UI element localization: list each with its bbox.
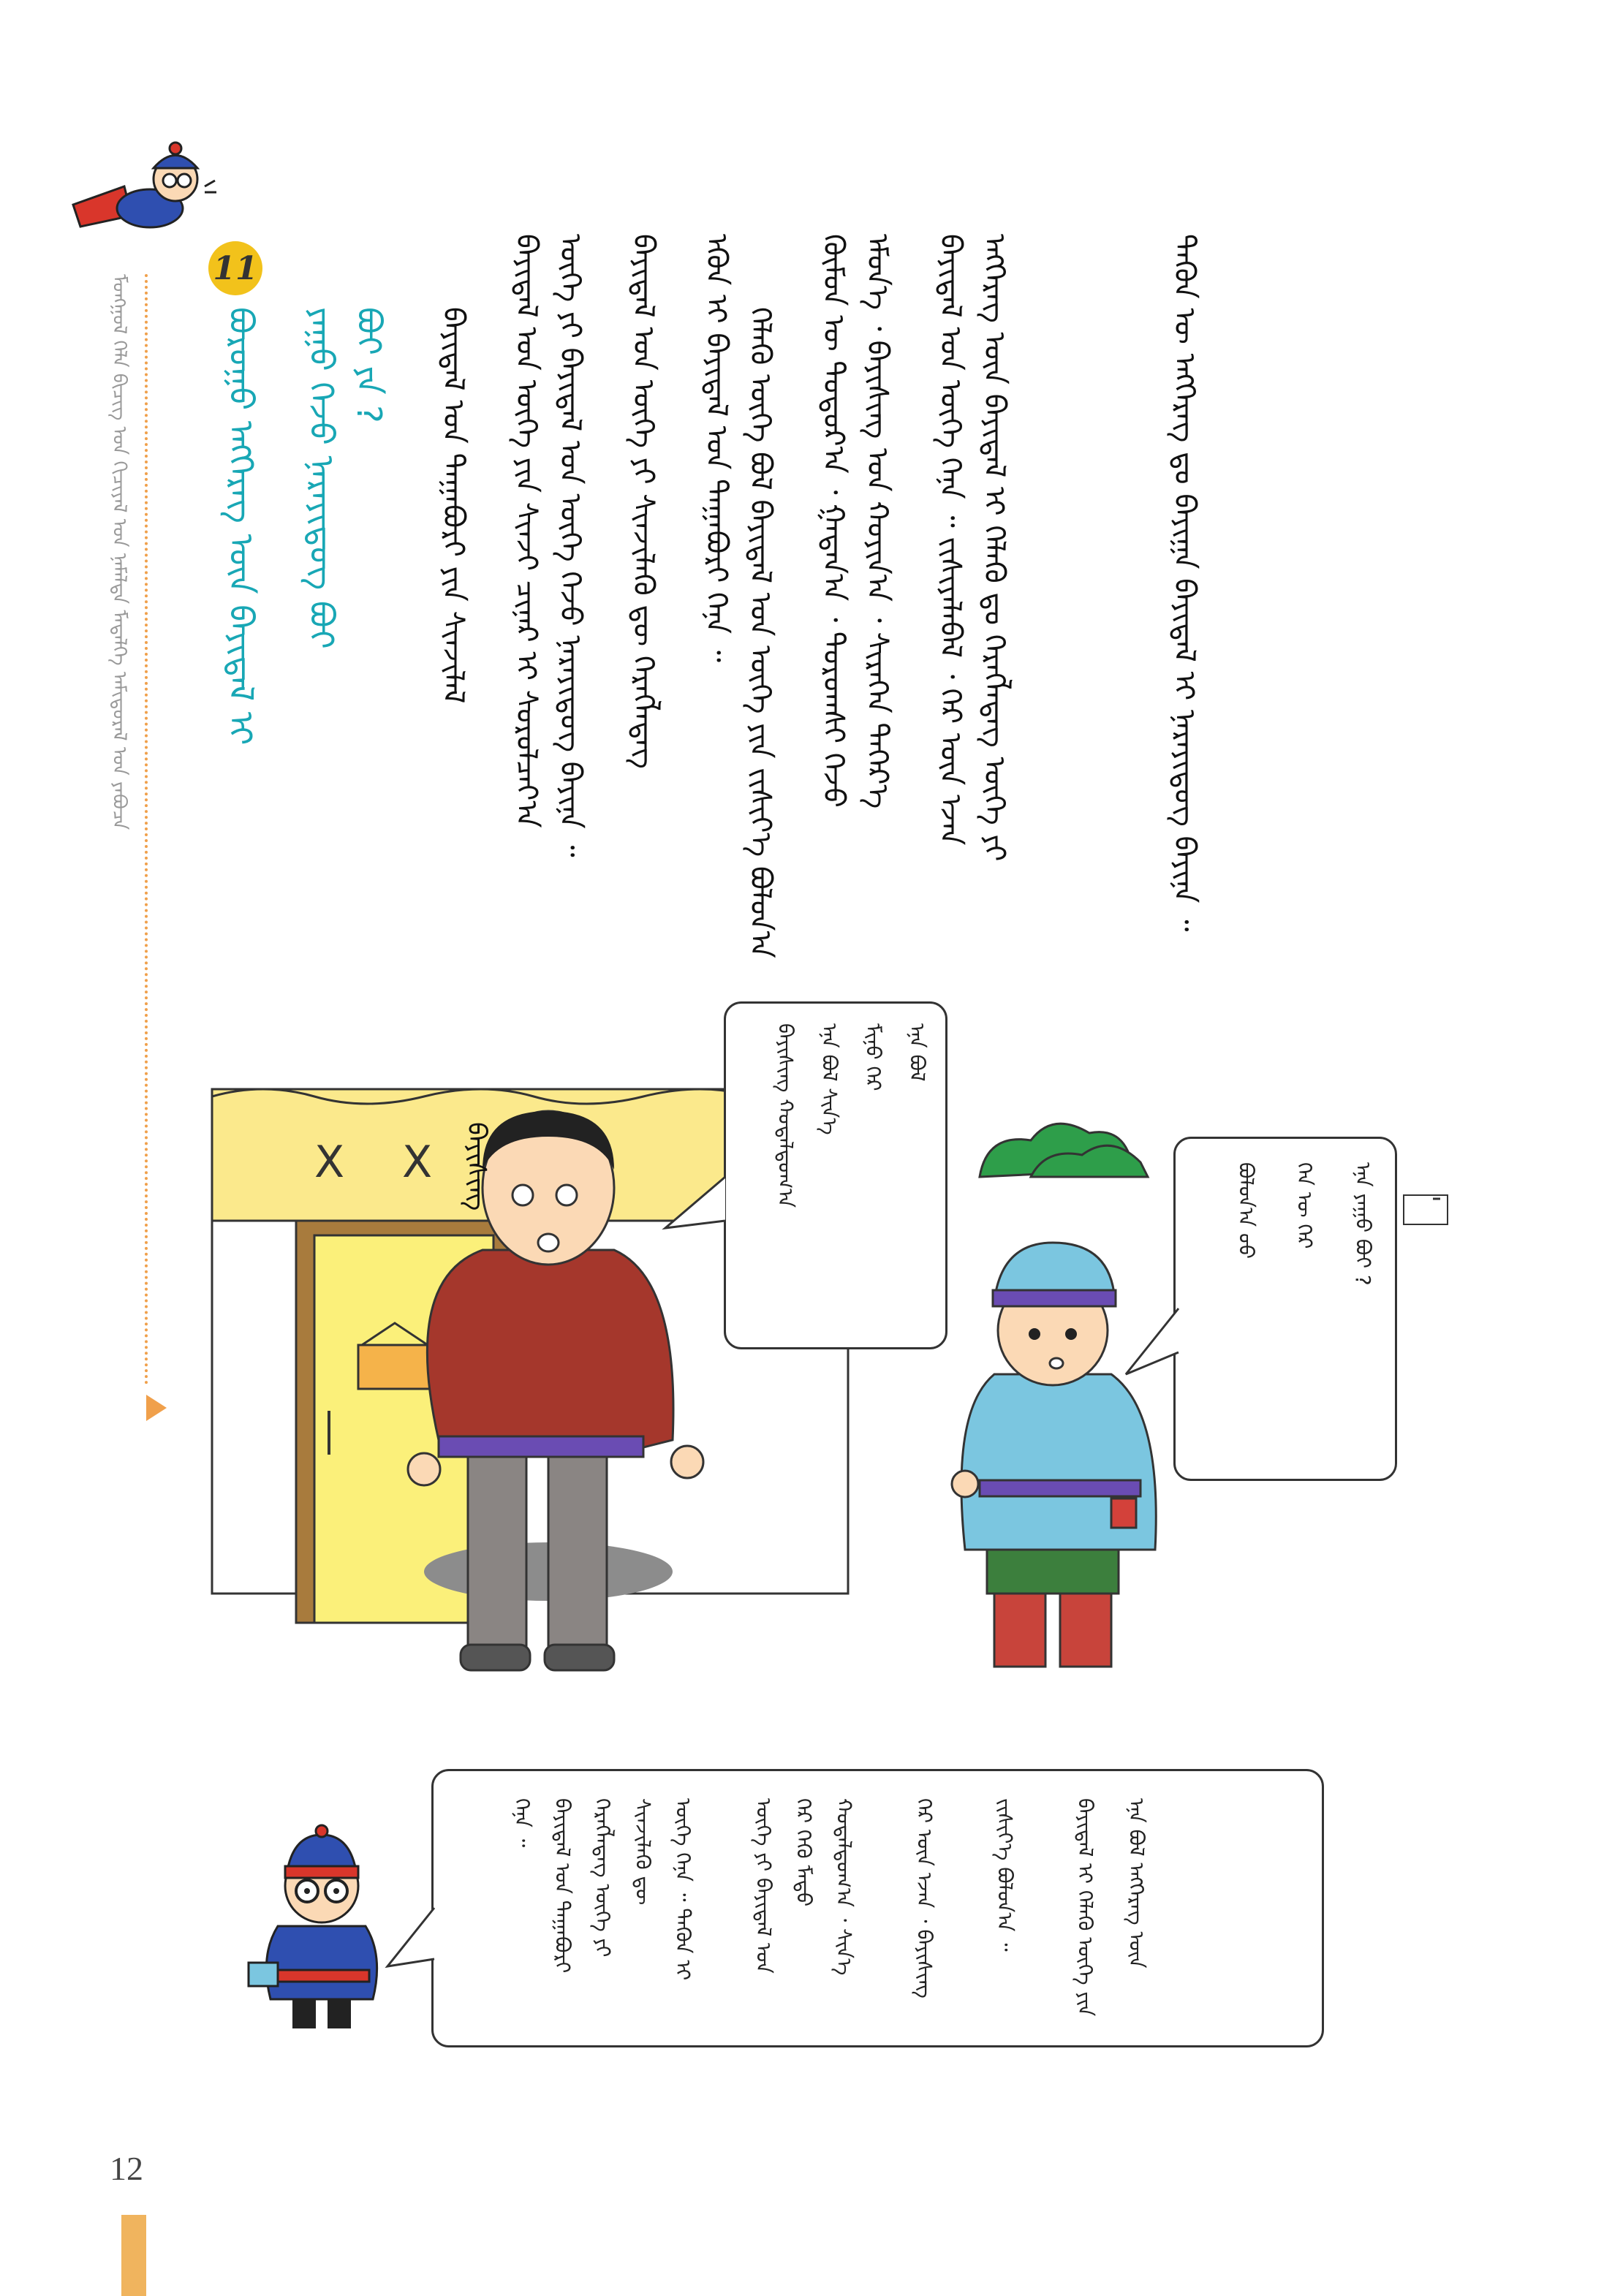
explanation-line-10: ᠬᠡᠷᠡᠭᠯᠡᠳᠡᠭ ᠦᠭᠡ ᠶᠢ (591, 1798, 615, 1958)
explanation-line-8: ᠦᠭᠡ ᠭᠡᠨᠡ ᠃ ᠲᠡᠭᠦᠨ ᠢ (671, 1798, 695, 1981)
flying-boy-mascot (58, 135, 219, 259)
body-line-9: ᠦᠭᠡ ᠶᠢ ᠪᠠᠶᠢᠳᠠᠯ ᠤᠨ ᠦᠭᠡ ᠭᠡᠵᠦ ᠨᠡᠷᠡᠶᠢᠳᠦᠭ ᠪᠠᠶᠢᠨᠠ ᠃ (553, 234, 587, 857)
explanation-line-1: ᠡᠨᠡ ᠪᠣᠯ ᠡᠩᠭᠡᠷᠡᠭ ᠦᠨ (1124, 1798, 1149, 1969)
body-line-2: ᠡᠩᠭᠡᠷᠡᠭ ᠦᠨ ᠪᠠᠶᠢᠳᠠᠯ ᠢ ᠬᠡᠯᠡᠬᠦ ᠳᠤ ᠬᠡᠷᠡᠭᠯᠡᠳᠡᠭ ᠦᠭᠡ ᠶᠢ (977, 234, 1011, 862)
svg-text:X: X (402, 1137, 433, 1188)
explanation-line-4: ᠭᠡᠷ ᠦᠨ ᠡᠵᠡᠨ ᠂ ᠪᠠᠶᠢᠰᠢᠩ (912, 1798, 937, 1998)
explanation-line-5: ᠬᠤᠳᠠᠯᠳᠤᠭ᠎ᠠ ᠂ ᠰᠢᠨ᠎ᠡ (832, 1798, 856, 1976)
explanation-line-9: ᠰᠢᠨᠵᠢᠯᠡᠬᠦ ᠳᠦ (631, 1798, 655, 1906)
bubble-man-line-1: ᠡᠨᠡ ᠪᠣᠯ (905, 1023, 929, 1082)
explanation-line-2: ᠪᠠᠶᠢᠳᠠᠯ ᠢ ᠬᠡᠯᠡᠬᠦ ᠦᠭᠡ ᠶᠢᠨ (1073, 1798, 1097, 2017)
body-line-10: ᠪᠠᠶᠢᠳᠠᠯ ᠤᠨ ᠦᠭᠡ ᠶᠢᠨ ᠰᠢᠨᠵᠢ ᠴᠢᠨᠠᠷ ᠢ ᠰᠤᠷᠤᠯᠴᠠᠶ᠎ᠠ (510, 234, 543, 828)
running-head: ᠮᠣᠩᠭᠣᠯ ᠬᠡᠯᠡ ᠪᠢᠴᠢᠭ ᠤᠨ ᠬᠢᠴᠢᠶᠡᠯ ᠤᠨ ᠨᠡᠮᠡᠯᠲᠡ ᠮᠡᠳᠡᠯᠭᠡ ᠠᠮᠢᠳᠤᠷᠠᠯ ᠤᠨ ᠶᠠᠪᠤᠴᠠ (108, 274, 130, 830)
margin-arrow-icon (146, 1395, 167, 1421)
question-number-badge: 11 (208, 241, 262, 295)
bubble-boy-line-1: ᠡᠨᠡ ᠶᠠᠭᠤ ᠪᠤᠢ ? (1351, 1162, 1375, 1286)
body-line-1: ᠲᠡᠭᠦᠨ ᠦ ᠡᠩᠭᠡᠷᠡᠭ ᠳᠤ ᠪᠠᠶᠢᠭᠠ ᠪᠠᠶᠢᠳᠠᠯ ᠢ ᠨᠡᠷᠡᠶᠢᠳᠦᠭ ᠪᠠᠶᠢᠨᠠ ᠃ (1168, 234, 1201, 932)
question-line-2: ᠶᠠᠭᠤ ᠭᠡᠵᠦ ᠨᠡᠷᠡᠶᠢᠳᠦᠭ ᠪᠤᠢ (302, 307, 341, 649)
bubble-boy-line-3: ᠪᠣᠯᠣᠨ᠎ᠠ ᠤᠤ (1234, 1162, 1258, 1259)
body-line-6: ᠬᠡᠯᠡᠬᠦ ᠦᠭᠡ ᠪᠤᠯ ᠪᠠᠶᠢᠳᠠᠯ ᠤᠨ ᠦᠭᠡ ᠶᠢᠨ ᠵᠢᠱᠢᠶ᠎ᠡ ᠪᠣᠯᠣᠨ᠎ᠠ (744, 307, 777, 958)
question-line-3: ᠪᠤᠢ ᠶᠠ ? (349, 307, 389, 423)
bubble-man-line-4: ᠪᠠᠶᠢᠰᠢᠩ ᠬᠤᠳᠠᠯᠳᠤᠭ᠎ᠠ (773, 1023, 798, 1208)
explanation-line-11: ᠪᠠᠶᠢᠳᠠᠯ ᠤᠨ ᠳᠠᠭᠠᠪᠤᠷᠢ (551, 1798, 575, 1974)
page-number-bar (121, 2215, 146, 2296)
body-line-7: ᠡᠭᠦᠨ ᠢ ᠪᠠᠶᠢᠳᠠᠯ ᠤᠨ ᠳᠠᠭᠠᠪᠤᠷᠢ ᠭᠡᠨᠡ ᠃ (700, 234, 733, 663)
explanation-line-12: ᠭᠡᠨᠡ ᠃ (510, 1798, 534, 1848)
svg-text:X: X (314, 1137, 345, 1188)
bubble-boy-line-2: ᠬᠡᠨ ᠦ ᠭᠡᠷ (1293, 1162, 1317, 1249)
body-line-3: ᠪᠠᠶᠢᠳᠠᠯ ᠤᠨ ᠦᠭᠡ ᠭᠡᠨᠡ ᠃ ᠵᠢᠱᠢᠶᠡᠯᠡᠪᠡᠯ ᠂ ᠭᠡᠷ ᠦᠨ ᠡᠵᠡᠨ (934, 234, 967, 846)
glasses-boy-character (249, 1824, 395, 2036)
bubble-man-line-2: ᠮᠢᠨᠦ ᠭᠡᠷ (861, 1023, 885, 1091)
bubble-tail-boy (1119, 1301, 1184, 1389)
page-number: 12 (110, 2150, 143, 2187)
body-line-11: ᠪᠠᠶᠢᠳᠠᠯ ᠤᠨ ᠳᠠᠭᠠᠪᠤᠷᠢ ᠶᠢᠨ ᠰᠢᠨᠵᠢᠯᠡᠯ (436, 307, 470, 704)
question-line-1: ᠪᠤᠷᠤᠭᠤ ᠡᠩᠭᠡᠷᠡᠭ ᠦᠨ ᠪᠠᠶᠢᠳᠠᠯ ᠢ (222, 307, 261, 746)
explanation-line-6: ᠭᠡᠷ ᠭᠡᠬᠦ ᠮᠡᠲᠦ (792, 1798, 816, 1907)
bubble-tail-man (658, 1170, 731, 1257)
bubble-man-line-3: ᠡᠨᠡ ᠪᠣᠯ ᠰᠢᠨ᠎ᠡ (817, 1023, 841, 1135)
shop-sign-text: ᠪᠠᠶᠢᠰᠢᠩ (461, 1122, 491, 1211)
body-line-5: ᠬᠦᠮᠦᠨ ᠦ ᠳᠣᠲᠣᠷ᠎ᠠ ᠂ ᠭᠠᠳᠠᠨ᠎ᠠ ᠂ ᠳᠣᠷᠣᠭᠰᠢ ᠭᠡᠵᠦ (817, 234, 850, 808)
margin-dotted-line (145, 274, 148, 1385)
body-line-8: ᠪᠠᠶᠢᠳᠠᠯ ᠤᠨ ᠦᠭᠡ ᠶᠢ ᠰᠢᠨᠵᠢᠯᠡᠬᠦ ᠳᠦ ᠬᠡᠷᠡᠭᠯᠡᠳᠡᠭ (627, 234, 660, 769)
explanation-line-7: ᠦᠭᠡ ᠶᠢ ᠪᠠᠶᠢᠳᠠᠯ ᠤᠨ (752, 1798, 776, 1974)
body-line-4: ᠡᠮᠦᠨ᠎ᠡ ᠂ ᠪᠠᠶᠢᠰᠢᠩ ᠤᠨ ᠬᠣᠶᠢᠨ᠎ᠠ ᠂ ᠰᠢᠷᠡᠭᠡᠨ ᠳᠡᠭᠡᠷ᠎ᠡ (860, 234, 894, 809)
explanation-line-3: ᠵᠢᠱᠢᠶ᠎ᠡ ᠪᠣᠯᠣᠨ᠎ᠠ ᠃ (993, 1798, 1017, 1952)
